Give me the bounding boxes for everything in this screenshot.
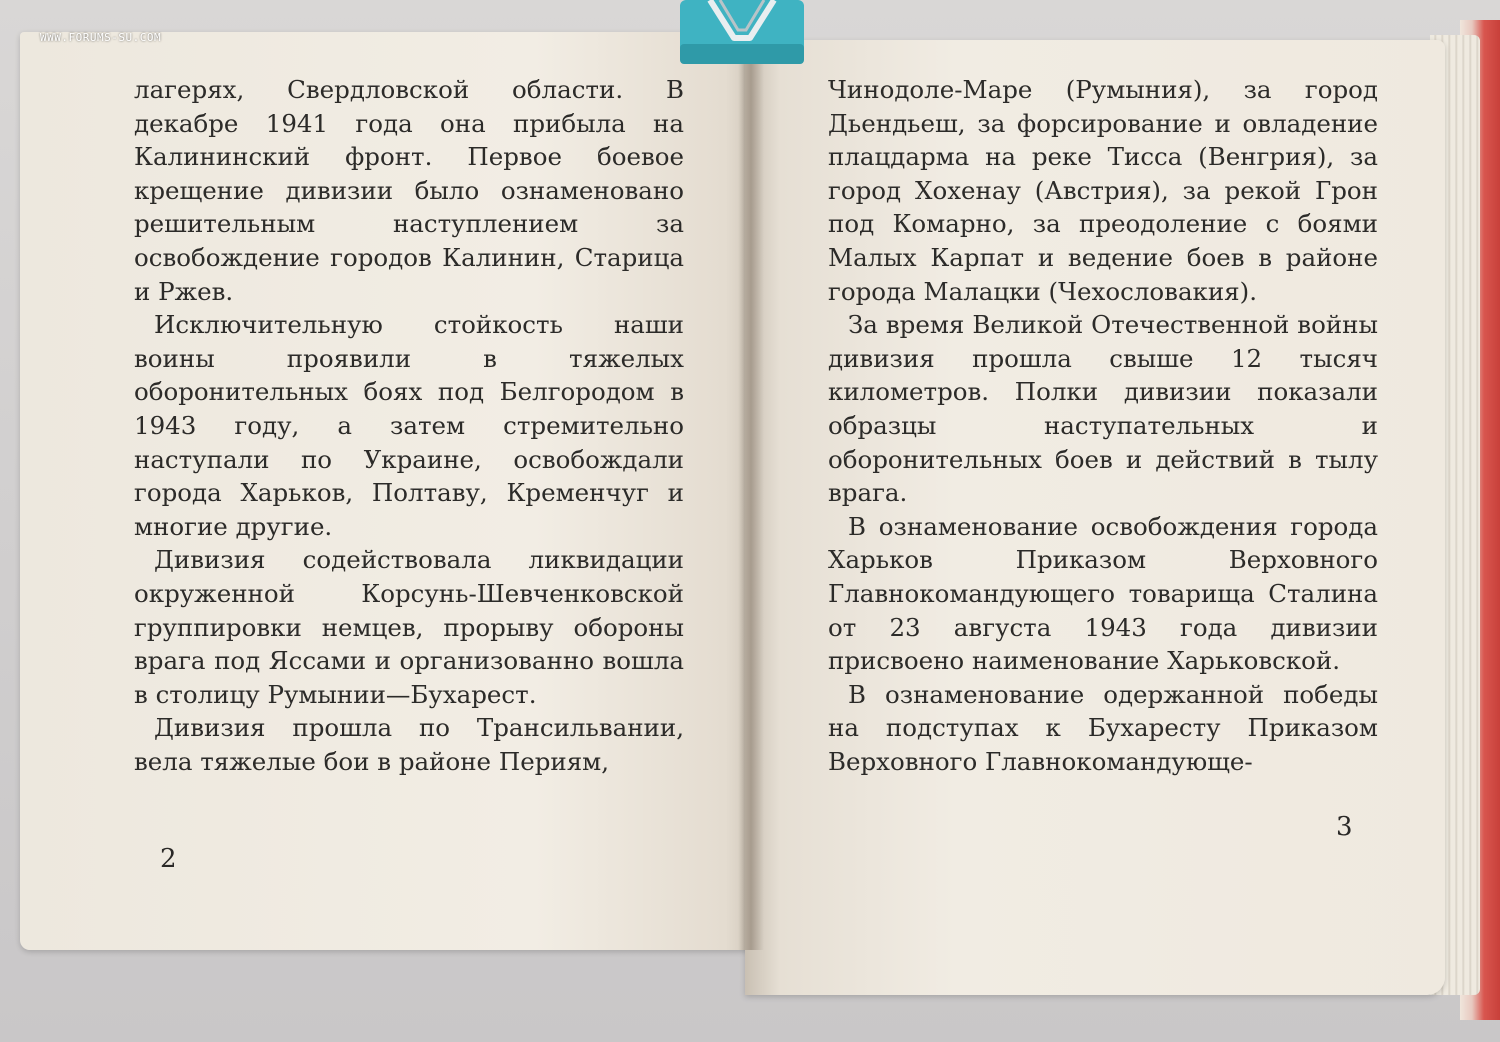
- binder-clip-icon: [672, 0, 812, 68]
- right-paragraph-3: В ознаменование освобождения города Харьков Приказом Верховного Главнокомандующего товарища Сталина от 23 августа 1943 года дивизии присвоено наименование Харьковской.: [828, 511, 1378, 676]
- left-paragraph-1: лагерях, Свердловской области. В декабре 1941 года она прибыла на Калининский фронт. Первое боевое крещение дивизии было ознаменовано решительным наступлением за освобождение городов Калинин, Старица и Ржев.: [134, 75, 684, 306]
- book-gutter: [738, 40, 764, 950]
- right-paragraph-1: Чинодоле-Маре (Румыния), за город Дьендьеш, за форсирование и овладение плацдарма на реке Тисса (Венгрия), за город Хохенау (Австрия), за рекой Грон под Комарно, за преодоление с боями Малых Карпат и ведение боев в районе города Малацки (Чехословакия).: [828, 75, 1378, 306]
- left-paragraph-4: Дивизия прошла по Трансильвании, вела тяжелые бои в районе Периям,: [134, 713, 684, 776]
- right-page-text: [828, 73, 1378, 778]
- right-paragraph-4: В ознаменование одержанной победы на подступах к Бухаресту Приказом Верховного Главнокомандующе-: [828, 679, 1378, 776]
- left-page-text: [134, 73, 684, 778]
- left-page-number: 2: [160, 844, 177, 874]
- watermark-text: WWW.FORUMS-SU.COM: [40, 31, 162, 44]
- right-paragraph-2: За время Великой Отечественной войны дивизия прошла свыше 12 тысяч километров. Полки дивизии показали образцы наступательных и оборонительных боев и действий в тылу врага.: [828, 310, 1378, 508]
- left-paragraph-2: Исключительную стойкость наши воины проявили в тяжелых оборонительных боях под Белгородом в 1943 году, а затем стремительно наступали по Украине, освобождали города Харьков, Полтаву, Кременчуг и многие другие.: [134, 310, 684, 541]
- left-paragraph-3: Дивизия содействовала ликвидации окруженной Корсунь-Шевченковской группировки немцев, прорыву обороны врага под Яссами и организованно вошла в столицу Румынии—Бухарест.: [134, 545, 684, 709]
- right-page-number: 3: [1336, 812, 1353, 842]
